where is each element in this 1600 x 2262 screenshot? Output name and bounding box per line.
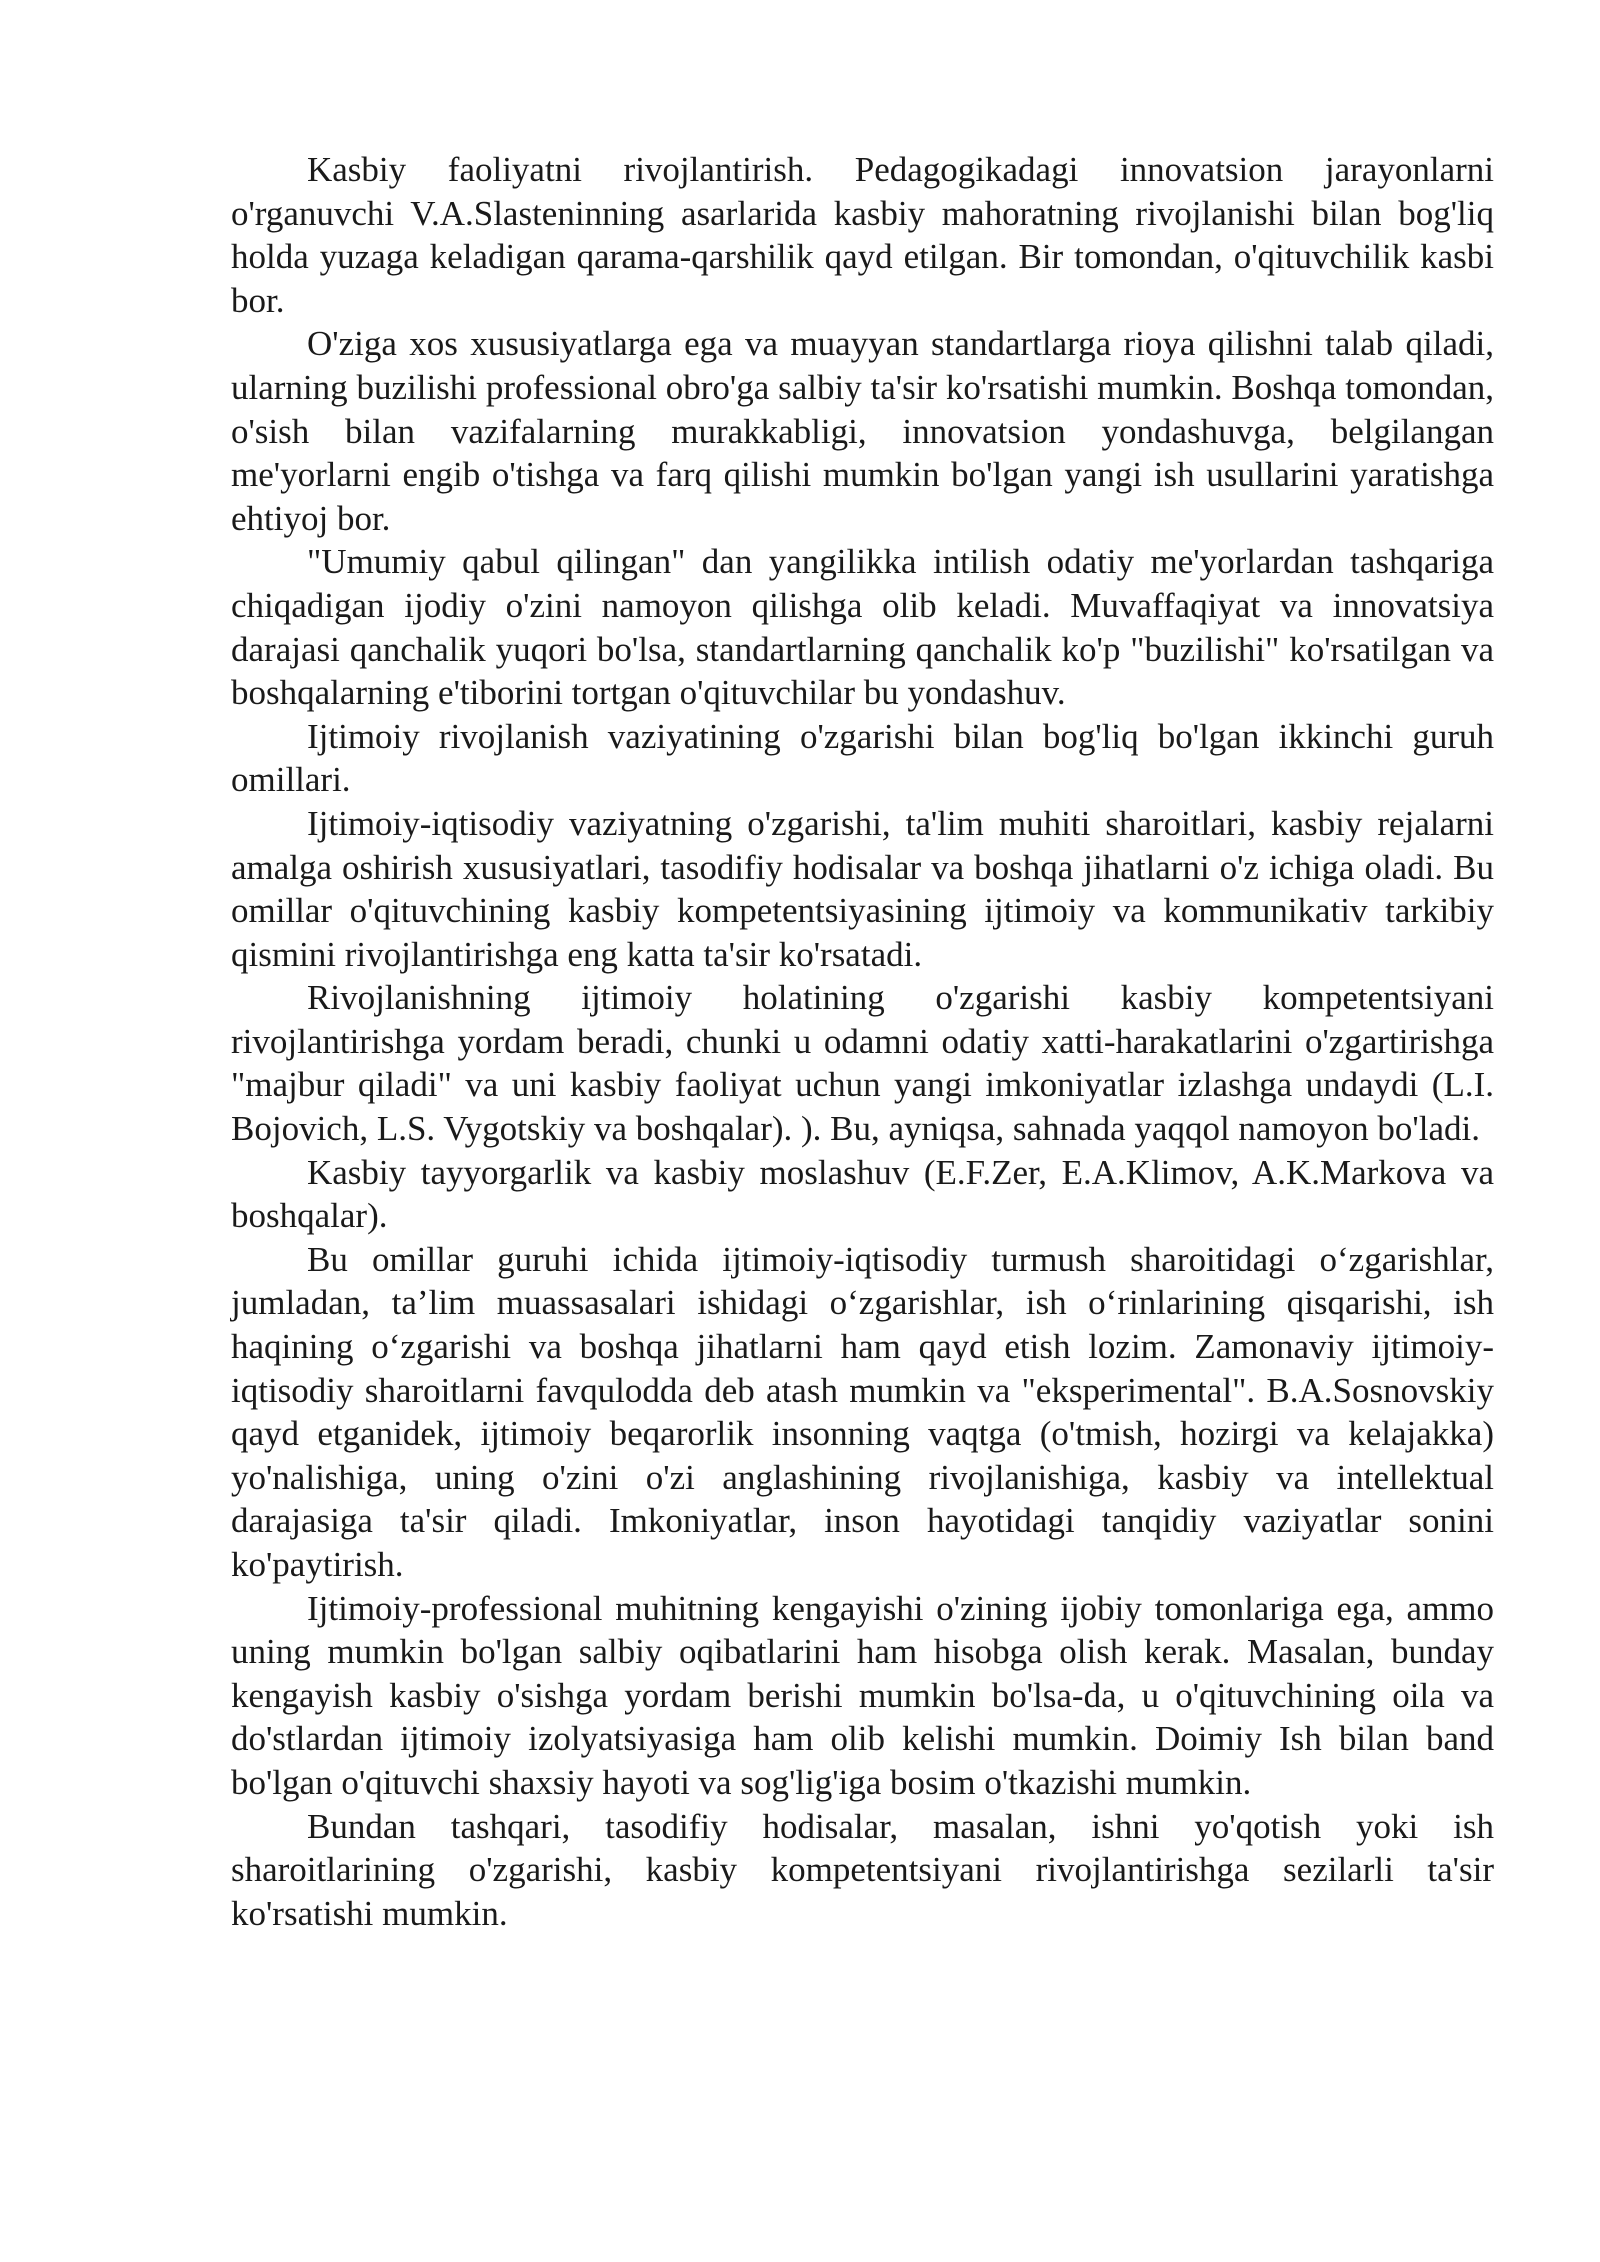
paragraph: Bu omillar guruhi ichida ijtimoiy-iqtisodiy turmush sharoitidagi o‘zgarishlar, jumladan, ta’lim muassasalari ishidagi o‘zgarishlar, ish o‘rinlarining qisqarishi, ish haqining o‘zgarishi va boshqa jihatlarni ham qayd etish lozim. Zamonaviy ijtimoiy-iqtisodiy sharoitlarni favqulodda deb atash mumkin va "eksperimental". B.A.Sosnovskiy qayd etganidek, ijtimoiy beqarorlik insonning vaqtga (o'tmish, hozirgi va kelajakka) yo'nalishiga, uning o'zini o'zi anglashining rivojlanishiga, kasbiy va intellektual darajasiga ta'sir qiladi. Imkoniyatlar, inson hayotidagi tanqidiy vaziyatlar sonini ko'paytirish. bbox=[231, 1239, 1494, 1584]
paragraph: Ijtimoiy-professional muhitning kengayishi o'zining ijobiy tomonlariga ega, ammo uning mumkin bo'lgan salbiy oqibatlarini ham hisobga olish kerak. Masalan, bunday kengayish kasbiy o'sishga yordam berishi mumkin bo'lsa-da, u o'qituvchining oila va do'stlardan ijtimoiy izolyatsiyasiga ham olib kelishi mumkin. Doimiy Ish bilan band bo'lgan o'qituvchi shaxsiy hayoti va sog'lig'iga bosim o'tkazishi mumkin. bbox=[231, 1588, 1494, 1802]
paragraph: Kasbiy faoliyatni rivojlantirish. Pedagogikadagi innovatsion jarayonlarni o'rganuvchi V.A.Slasteninning asarlarida kasbiy mahoratning rivojlanishi bilan bog'liq holda yuzaga keladigan qarama-qarshilik qayd etilgan. Bir tomondan, o'qituvchilik kasbi bor. bbox=[231, 150, 1494, 320]
paragraph: O'ziga xos xususiyatlarga ega va muayyan standartlarga rioya qilishni talab qiladi, ularning buzilishi professional obro'ga salbiy ta'sir ko'rsatishi mumkin. Boshqa tomondan, o'sish bilan vazifalarning murakkabligi, innovatsion yondashuvga, belgilangan me'yorlarni engib o'tishga va farq qilishi mumkin bo'lgan yangi ish usullarini yaratishga ehtiyoj bor. bbox=[231, 324, 1494, 538]
document-page bbox=[231, 148, 1494, 1935]
paragraph: Bundan tashqari, tasodifiy hodisalar, masalan, ishni yo'qotish yoki ish sharoitlarining o'zgarishi, kasbiy kompetentsiyani rivojlantirishga sezilarli ta'sir ko'rsatishi mumkin. bbox=[231, 1806, 1494, 1933]
paragraph: "Umumiy qabul qilingan" dan yangilikka intilish odatiy me'yorlardan tashqariga chiqadigan ijodiy o'zini namoyon qilishga olib keladi. Muvaffaqiyat va innovatsiya darajasi qanchalik yuqori bo'lsa, standartlarning qanchalik ko'p "buzilishi" ko'rsatilgan va boshqalarning e'tiborini tortgan o'qituvchilar bu yondashuv. bbox=[231, 542, 1494, 713]
paragraph: Kasbiy tayyorgarlik va kasbiy moslashuv (E.F.Zer, E.A.Klimov, A.K.Markova va boshqalar). bbox=[231, 1152, 1494, 1236]
paragraph: Ijtimoiy-iqtisodiy vaziyatning o'zgarishi, ta'lim muhiti sharoitlari, kasbiy rejalarni amalga oshirish xususiyatlari, tasodifiy hodisalar va boshqa jihatlarni o'z ichiga oladi. Bu omillar o'qituvchining kasbiy kompetentsiyasining ijtimoiy va kommunikativ tarkibiy qismini rivojlantirishga eng katta ta'sir ko'rsatadi. bbox=[231, 803, 1494, 974]
paragraph: Rivojlanishning ijtimoiy holatining o'zgarishi kasbiy kompetentsiyani rivojlantirishga yordam beradi, chunki u odamni odatiy xatti-harakatlarini o'zgartirishga "majbur qiladi" va uni kasbiy faoliyat uchun yangi imkoniyatlar izlashga undaydi (L.I. Bojovich, L.S. Vygotskiy va boshqalar). ). Bu, ayniqsa, sahnada yaqqol namoyon bo'ladi. bbox=[231, 978, 1494, 1149]
paragraph: Ijtimoiy rivojlanish vaziyatining o'zgarishi bilan bog'liq bo'lgan ikkinchi guruh omillari. bbox=[231, 716, 1494, 800]
